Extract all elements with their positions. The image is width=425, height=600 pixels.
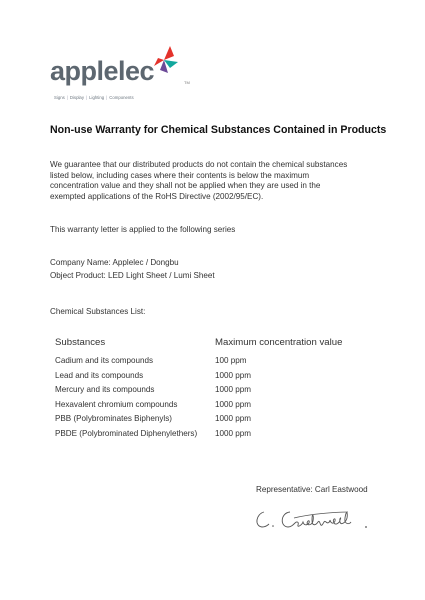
concentration-cell: 1000 ppm	[215, 414, 251, 424]
concentration-cell: 1000 ppm	[215, 385, 251, 395]
guarantee-paragraph	[50, 160, 380, 202]
substance-cell: Cadium and its compounds	[55, 356, 154, 365]
table-row	[55, 414, 365, 429]
table-row	[55, 429, 365, 444]
concentration-cell: 100 ppm	[215, 356, 247, 365]
concentration-cell: 1000 ppm	[215, 370, 251, 380]
tagline-components: Components	[109, 95, 134, 100]
tagline-signs: Signs	[54, 95, 65, 100]
logo-trademark: TM	[184, 80, 190, 85]
handwritten-signature	[250, 500, 380, 536]
table-row	[55, 356, 365, 371]
column-header-substances: Substances	[55, 337, 106, 348]
substance-cell: Mercury and its compounds	[55, 385, 155, 395]
substances-list-heading: Chemical Substances List:	[50, 307, 146, 316]
applelec-logo	[50, 44, 190, 106]
company-name: Company Name: Applelec / Dongbu	[50, 258, 179, 267]
guarantee-line: listed below, including cases where their contents is below the maximum	[50, 170, 310, 180]
series-statement: This warranty letter is applied to the following series	[50, 225, 236, 234]
table-row	[55, 400, 365, 415]
table-row	[55, 385, 365, 400]
table-row	[55, 371, 365, 386]
object-product: Object Product: LED Light Sheet / Lumi Sheet	[50, 271, 215, 280]
substance-cell: PBDE (Polybrominated Diphenylethers)	[55, 428, 198, 438]
concentration-cell: 1000 ppm	[215, 399, 251, 409]
tagline-lighting: Lighting	[89, 95, 105, 100]
guarantee-line: We guarantee that our distributed products do not contain the chemical substances	[50, 160, 348, 169]
representative-name: Representative: Carl Eastwood	[256, 485, 368, 494]
guarantee-line: concentration value and they shall not be applied when they are used in the	[50, 181, 321, 191]
guarantee-line: exempted applications of the RoHS Directive (2002/95/EC).	[50, 191, 264, 201]
document-title: Non-use Warranty for Chemical Substances Contained in Products	[50, 124, 387, 136]
substance-cell: PBB (Polybrominates Biphenyls)	[55, 414, 172, 424]
substance-cell: Hexavalent chromium compounds	[55, 399, 178, 409]
substances-table	[55, 337, 365, 444]
column-header-max-concentration: Maximum concentration value	[215, 337, 343, 348]
concentration-cell: 1000 ppm	[215, 428, 251, 438]
substance-cell: Lead and its compounds	[55, 370, 144, 380]
logo-wordmark: applelec	[50, 56, 155, 86]
logo-tagline: Signs | Display | Lighting | Components	[54, 95, 134, 100]
tagline-display: Display	[69, 95, 84, 100]
table-header-row	[55, 337, 365, 356]
